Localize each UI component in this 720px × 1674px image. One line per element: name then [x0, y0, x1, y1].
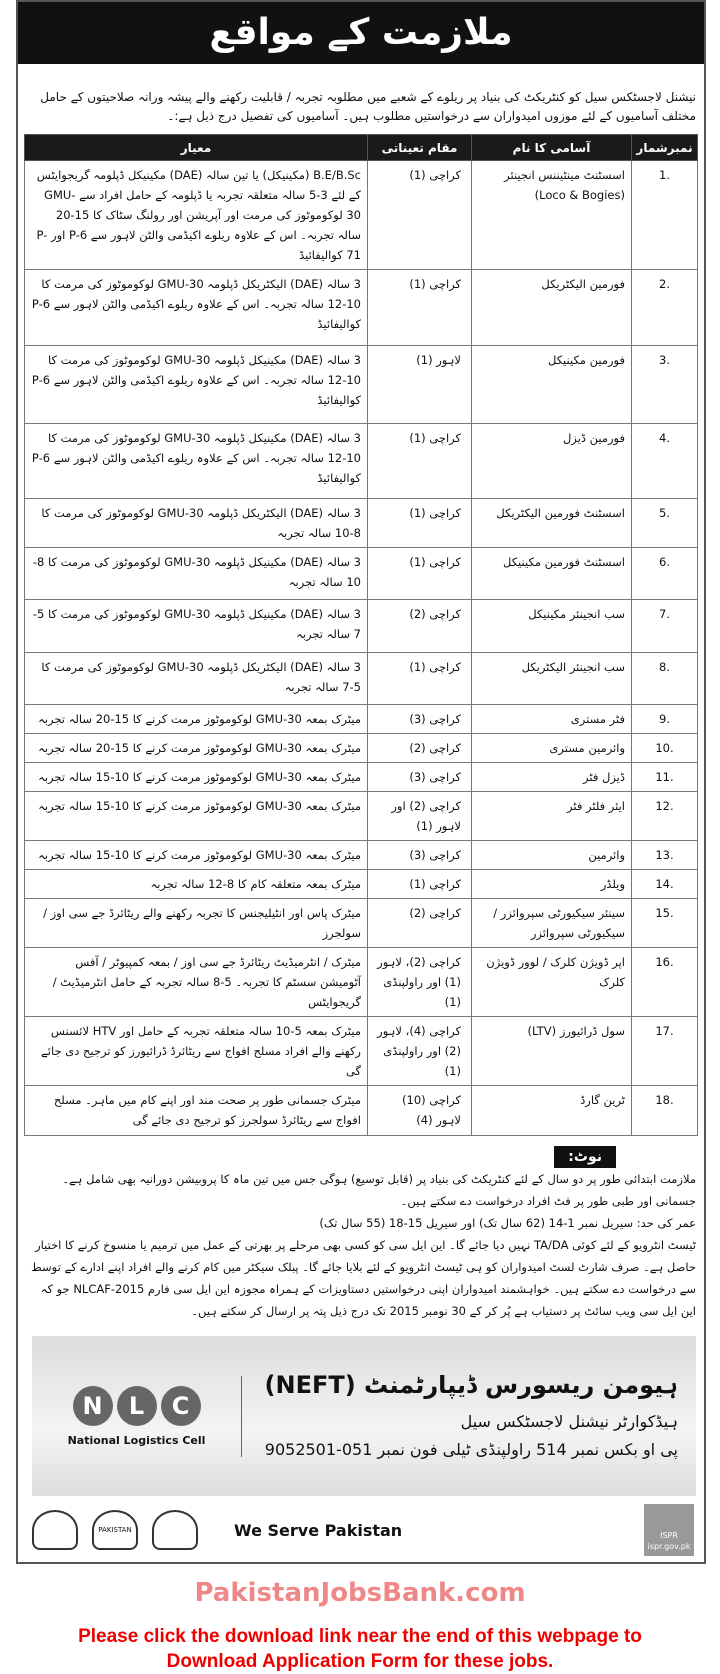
location-cell: کراچی (1) — [368, 548, 472, 600]
post-name-cell: اپر ڈویژن کلرک / لوور ڈویژن کلرک — [472, 948, 632, 1017]
post-name-cell: اسسٹنٹ فورمین مکینیکل — [472, 548, 632, 600]
serial-cell: 11. — [632, 763, 698, 792]
table-row — [25, 841, 698, 870]
post-name-cell: ویلڈر — [472, 870, 632, 899]
nlc-letter: L — [117, 1386, 157, 1426]
notes-heading: نوٹ: — [554, 1146, 616, 1168]
table-row — [25, 870, 698, 899]
header-post: آسامی کا نام — [472, 135, 632, 161]
table-row — [25, 653, 698, 705]
table-row — [25, 270, 698, 346]
criteria-cell: میٹرک پاس اور انٹیلیجنس کا تجربہ رکھنے والے ریٹائرڈ جے سی اوز / سولجرز — [25, 899, 368, 948]
criteria-cell: 3 سالہ (DAE) الیکٹریکل ڈپلومہ GMU-30 لوکوموٹوز کی مرمت کا 10-12 سالہ تجربہ۔ اس کے علاوہ ریلوے اکیڈمی والٹن لاہور سے P-6 کوالیفائیڈ — [25, 270, 368, 346]
criteria-cell: میٹرک بمعہ GMU-30 لوکوموٹوز مرمت کرنے کا 10-15 سالہ تجربہ — [25, 841, 368, 870]
download-notice-line: Please click the download link near the end of this webpage to — [78, 1626, 642, 1647]
post-name-cell: سب انجینئر الیکٹریکل — [472, 653, 632, 705]
criteria-cell: میٹرک بمعہ GMU-30 لوکوموٹوز مرمت کرنے کا 15-20 سالہ تجربہ — [25, 705, 368, 734]
post-name-cell: ٹرین گارڈ — [472, 1086, 632, 1136]
table-header — [25, 135, 698, 161]
watermark: PakistanJobsBank.com — [194, 1578, 526, 1608]
table-row — [25, 424, 698, 499]
serial-cell: 12. — [632, 792, 698, 841]
post-name-cell: ایئر فلٹر فٹر — [472, 792, 632, 841]
navy-emblem-icon: PAKISTAN — [92, 1510, 138, 1550]
criteria-cell: 3 سالہ (DAE) الیکٹریکل ڈپلومہ GMU-30 لوکوموٹوز کی مرمت کا 5-7 سالہ تجربہ — [25, 653, 368, 705]
army-emblem-icon — [32, 1510, 78, 1550]
location-cell: کراچی (1) — [368, 870, 472, 899]
post-name-cell: سینئر سیکیورٹی سپروائزر / سیکیورٹی سپروائزر — [472, 899, 632, 948]
serial-cell: 14. — [632, 870, 698, 899]
serial-cell: 17. — [632, 1017, 698, 1086]
header-serial: نمبرشمار — [632, 135, 698, 161]
location-cell: کراچی (1) — [368, 161, 472, 270]
download-notice[interactable] — [0, 1624, 720, 1674]
jobs-table — [24, 134, 698, 1136]
location-cell: کراچی (2)، لاہور (1) اور راولپنڈی (1) — [368, 948, 472, 1017]
serial-cell: 3. — [632, 346, 698, 424]
post-name-cell: فورمین الیکٹریکل — [472, 270, 632, 346]
serial-cell: 15. — [632, 899, 698, 948]
criteria-cell: 3 سالہ (DAE) مکینیکل ڈپلومہ GMU-30 لوکوموٹوز کی مرمت کا 10-12 سالہ تجربہ۔ اس کے علاوہ ریلوے اکیڈمی والٹن لاہور سے P-6 کوالیفائیڈ — [25, 346, 368, 424]
serial-cell: 7. — [632, 600, 698, 653]
slogan: We Serve Pakistan — [234, 1520, 403, 1540]
location-cell: کراچی (3) — [368, 705, 472, 734]
job-advertisement — [16, 0, 706, 1564]
post-name-cell: اسسٹنٹ فورمین الیکٹریکل — [472, 499, 632, 548]
location-cell: کراچی (3) — [368, 841, 472, 870]
serial-cell: 16. — [632, 948, 698, 1017]
nlc-name: National Logistics Cell — [67, 1433, 206, 1447]
table-row — [25, 346, 698, 424]
intro-text: نیشنل لاجسٹکس سیل کو کنٹریکٹ کی بنیاد پر ریلوے کے شعبے میں مطلوبہ تجربہ / قابلیت رکھنے والے پیشہ ورانہ صلاحیتوں کے حامل مختلف آسامیوں کے لئے موزوں امیدواران سے درخواستیں مطلوب ہیں۔ آسامیوں کی تفصیل درج ذیل ہے:۔ — [40, 90, 696, 123]
criteria-cell: 3 سالہ (DAE) مکینیکل ڈپلومہ GMU-30 لوکوموٹوز کی مرمت کا 8-10 سالہ تجربہ — [25, 548, 368, 600]
criteria-cell: 3 سالہ (DAE) مکینیکل ڈپلومہ GMU-30 لوکوموٹوز کی مرمت کا 5-7 سالہ تجربہ — [25, 600, 368, 653]
airforce-emblem-icon — [152, 1510, 198, 1550]
location-cell: کراچی (2) — [368, 734, 472, 763]
location-cell: کراچی (3) — [368, 763, 472, 792]
location-cell: کراچی (1) — [368, 270, 472, 346]
table-row — [25, 1017, 698, 1086]
ad-title: ملازمت کے مواقع — [18, 2, 704, 64]
table-row — [25, 548, 698, 600]
table-row — [25, 1086, 698, 1136]
post-name-cell: سب انجینئر مکینیکل — [472, 600, 632, 653]
ispr-label: ISPR — [660, 1531, 678, 1540]
criteria-cell: میٹرک بمعہ 5-10 سالہ متعلقہ تجربہ کے حامل اور HTV لائسنس رکھنے والے افراد مسلح افواج سے ریٹائرڈ ڈرائیورز کو ترجیح دی جائے گی — [25, 1017, 368, 1086]
ispr-url: ispr.gov.pk — [647, 1542, 691, 1551]
serial-cell: 2. — [632, 270, 698, 346]
location-cell: کراچی (10) لاہور (4) — [368, 1086, 472, 1136]
notes-section — [26, 1146, 696, 1322]
location-cell: کراچی (2) — [368, 899, 472, 948]
nlc-letter: C — [161, 1386, 201, 1426]
post-name-cell: فورمین ڈیزل — [472, 424, 632, 499]
download-notice-line: Download Application Form for these jobs. — [166, 1651, 554, 1672]
serial-cell: 5. — [632, 499, 698, 548]
serial-cell: 8. — [632, 653, 698, 705]
header-criteria: معیار — [25, 135, 368, 161]
serial-cell: 1. — [632, 161, 698, 270]
location-cell: کراچی (1) — [368, 499, 472, 548]
location-cell: لاہور (1) — [368, 346, 472, 424]
table-row — [25, 763, 698, 792]
post-name-cell: ڈیزل فٹر — [472, 763, 632, 792]
criteria-cell: B.E/B.Sc (مکینیکل) یا تین سالہ (DAE) مکینیکل ڈپلومہ گریجوایٹس کے لئے 3-5 سالہ متعلقہ تجربہ یا ڈپلومہ کے حامل افراد سے GMU-30 لوکوموٹوز کی مرمت اور آپریشن اور رولنگ سٹاک کا 15-20 سالہ تجربہ۔ اس کے علاوہ ریلوے اکیڈمی والٹن لاہور سے P-6 اور P-71 کوالیفائیڈ — [25, 161, 368, 270]
forces-emblems — [32, 1510, 198, 1550]
serial-cell: 4. — [632, 424, 698, 499]
nlc-letter: N — [73, 1386, 113, 1426]
post-name-cell: فورمین مکینیکل — [472, 346, 632, 424]
table-row — [25, 899, 698, 948]
criteria-cell: میٹرک جسمانی طور پر صحت مند اور اپنے کام میں ماہر۔ مسلح افواج سے ریٹائرڈ سولجرز کو ترجیح دی جائے گی — [25, 1086, 368, 1136]
location-cell: کراچی (1) — [368, 424, 472, 499]
serial-cell: 10. — [632, 734, 698, 763]
serial-cell: 9. — [632, 705, 698, 734]
criteria-cell: میٹرک بمعہ GMU-30 لوکوموٹوز مرمت کرنے کا 15-20 سالہ تجربہ — [25, 734, 368, 763]
postal-address: پی او بکس نمبر 514 راولپنڈی ٹیلی فون نمبر 051-9052501 — [264, 1440, 678, 1459]
criteria-cell: میٹرک بمعہ GMU-30 لوکوموٹوز مرمت کرنے کا 10-15 سالہ تجربہ — [25, 792, 368, 841]
criteria-cell: میٹرک / انٹرمیڈیٹ ریٹائرڈ جے سی اوز / بمعہ کمپیوٹر / آفس آٹومیشن سسٹم کا تجربہ۔ 5-8 سالہ تجربہ کے حامل انٹرمیڈیٹ / گریجوایٹس — [25, 948, 368, 1017]
table-row — [25, 734, 698, 763]
contact-footer — [32, 1336, 696, 1496]
contact-details — [242, 1368, 696, 1464]
serial-cell: 18. — [632, 1086, 698, 1136]
table-row — [25, 792, 698, 841]
serial-cell: 13. — [632, 841, 698, 870]
criteria-cell: 3 سالہ (DAE) الیکٹریکل ڈپلومہ GMU-30 لوکوموٹوز کی مرمت کا 8-10 سالہ تجربہ — [25, 499, 368, 548]
location-cell: کراچی (2) اور لاہور (1) — [368, 792, 472, 841]
post-name-cell: فٹر مستری — [472, 705, 632, 734]
post-name-cell: وائرمین مستری — [472, 734, 632, 763]
post-name-cell: اسسٹنٹ مینٹیننس انجینئر (Loco & Bogies) — [472, 161, 632, 270]
criteria-cell: 3 سالہ (DAE) مکینیکل ڈپلومہ GMU-30 لوکوموٹوز کی مرمت کا 10-12 سالہ تجربہ۔ اس کے علاوہ ریلوے اکیڈمی والٹن لاہور سے P-6 کوالیفائیڈ — [25, 424, 368, 499]
bottom-strip — [32, 1504, 694, 1556]
department-name: ہیومن ریسورس ڈیپارٹمنٹ (NEFT) — [264, 1371, 678, 1399]
post-name-cell: وائرمین — [472, 841, 632, 870]
criteria-cell: میٹرک بمعہ GMU-30 لوکوموٹوز مرمت کرنے کا 10-15 سالہ تجربہ — [25, 763, 368, 792]
location-cell: کراچی (2) — [368, 600, 472, 653]
serial-cell: 6. — [632, 548, 698, 600]
location-cell: کراچی (1) — [368, 653, 472, 705]
ispr-logo — [644, 1504, 694, 1556]
headquarters: ہیڈکوارٹر نیشنل لاجسٹکس سیل — [460, 1412, 678, 1431]
location-cell: کراچی (4)، لاہور (2) اور راولپنڈی (1) — [368, 1017, 472, 1086]
table-row — [25, 499, 698, 548]
note-line: ملازمت ابتدائی طور پر دو سال کے لئے کنٹریکٹ کی بنیاد پر (قابل توسیع) ہوگی جس میں تین ماہ کا پروبیشن دورانیہ بھی شامل ہے۔ جسمانی اور طبی طور پر فٹ افراد درخواست دے سکتے ہیں۔ — [62, 1172, 696, 1208]
table-row — [25, 161, 698, 270]
criteria-cell: میٹرک بمعہ متعلقہ کام کا 8-12 سالہ تجربہ — [25, 870, 368, 899]
table-row — [25, 600, 698, 653]
note-line: ٹیسٹ انٹرویو کے لئے کوئی TA/DA نہیں دیا جائے گا۔ این ایل سی کو کسی بھی مرحلے پر بھرتی کے عمل میں ترمیم یا منسوخ کرنے کا اختیار حاصل ہے۔ صرف شارٹ لسٹ امیدواران کو ہی ٹیسٹ انٹرویو کے لئے بلایا جائے گا۔ پبلک سیکٹر میں کام کرنے والے افراد اپنے ادارے کے توسط سے درخواست دے سکتے ہیں۔ خواہشمند امیدواران اپنی درخواستیں دستاویزات کے ہمراہ مجوزہ این ایل سی فارم NLCAF-2015 جو کہ این ایل سی ویب سائٹ پر دستیاب ہے پُر کر کے 30 نومبر 2015 تک درج ذیل پتہ پر ارسال کر سکتے ہیں۔ — [31, 1238, 696, 1318]
nlc-logo — [32, 1376, 242, 1457]
note-line: عمر کی حد: سیریل نمبر 1-14 (62 سال تک) اور سیریل 15-18 (55 سال تک) — [319, 1216, 696, 1230]
table-row — [25, 948, 698, 1017]
post-name-cell: سول ڈرائیورز (LTV) — [472, 1017, 632, 1086]
header-location: مقام تعیناتی — [368, 135, 472, 161]
table-row — [25, 705, 698, 734]
